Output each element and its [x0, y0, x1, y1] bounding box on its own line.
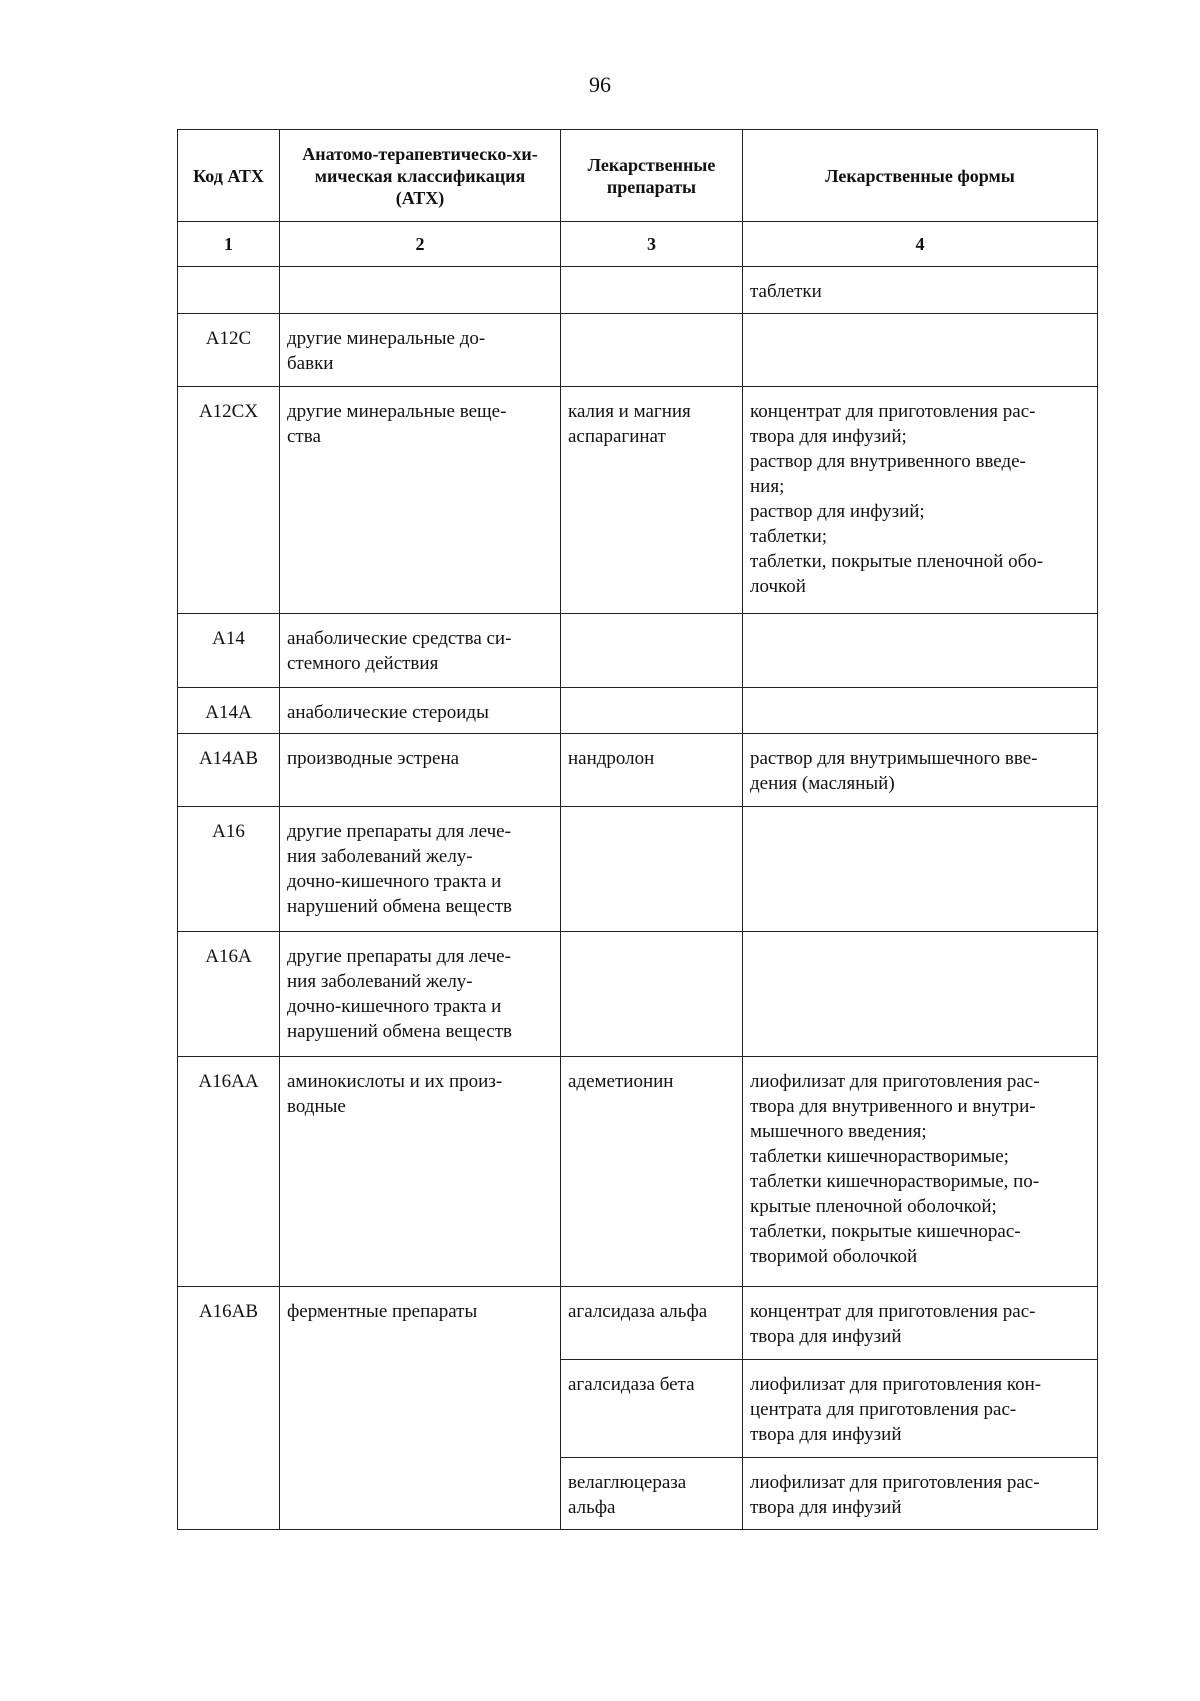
- atc-classification-cell: [280, 688, 561, 734]
- table-row: [178, 932, 1098, 1057]
- text-line: твора для инфузий: [750, 1326, 902, 1347]
- atc-code-cell: A16AB: [178, 1287, 280, 1530]
- page-number: 96: [589, 72, 611, 97]
- text-line: дочно-кишечного тракта и: [287, 871, 502, 892]
- table-row: [178, 314, 1098, 387]
- table-row: [178, 267, 1098, 314]
- text-line: центрата для приготовления рас-: [750, 1399, 1017, 1420]
- header-atc-code: [178, 130, 280, 222]
- text-line: ния заболеваний желу-: [287, 846, 473, 867]
- text-line: другие минеральные веще-: [287, 401, 507, 422]
- atc-code-cell: A16AA: [178, 1057, 280, 1287]
- column-number: 3: [561, 222, 743, 267]
- text-line: крытые пленочной оболочкой;: [750, 1196, 997, 1217]
- text-line: твора для внутривенного и внутри-: [750, 1096, 1036, 1117]
- atc-classification-cell: [280, 1057, 561, 1287]
- text-line: другие препараты для лече-: [287, 821, 511, 842]
- text-line: концентрат для приготовления рас-: [750, 1301, 1036, 1322]
- text-line: альфа: [568, 1497, 616, 1518]
- atc-classification-cell: [280, 387, 561, 614]
- text-line: другие минеральные до-: [287, 328, 486, 349]
- text-line: твора для инфузий: [750, 1424, 902, 1445]
- drug-name-cell: [561, 1360, 743, 1458]
- header-row: [178, 130, 1098, 222]
- atc-classification-cell: [280, 267, 561, 314]
- table-body: [178, 267, 1098, 1530]
- text-line: другие препараты для лече-: [287, 946, 511, 967]
- text-line: твора для инфузий;: [750, 426, 907, 447]
- text-line: (АТХ): [395, 187, 445, 208]
- column-number-row: [178, 222, 1098, 267]
- text-line: нандролон: [568, 748, 655, 769]
- column-number: 4: [743, 222, 1098, 267]
- text-line: анаболические стероиды: [287, 702, 489, 723]
- dosage-forms-cell: [743, 807, 1098, 932]
- header-drugs: [561, 130, 743, 222]
- text-line: ния заболеваний желу-: [287, 971, 473, 992]
- text-line: лиофилизат для приготовления рас-: [750, 1472, 1040, 1493]
- atc-classification-cell: [280, 807, 561, 932]
- atc-classification-cell: [280, 932, 561, 1057]
- text-line: агалсидаза бета: [568, 1374, 695, 1395]
- table-row: [178, 734, 1098, 807]
- text-line: лиофилизат для приготовления рас-: [750, 1071, 1040, 1092]
- text-line: Анатомо-терапевтическо-хи-: [302, 143, 538, 164]
- drug-name-cell: [561, 932, 743, 1057]
- text-line: препараты: [606, 176, 697, 197]
- text-line: таблетки;: [750, 526, 828, 547]
- table-row: [178, 1287, 1098, 1360]
- dosage-forms-cell: [743, 1287, 1098, 1360]
- drug-name-cell: [561, 387, 743, 614]
- text-line: раствор для инфузий;: [750, 501, 925, 522]
- text-line: концентрат для приготовления рас-: [750, 401, 1036, 422]
- dosage-forms-cell: [743, 1458, 1098, 1530]
- dosage-forms-cell: [743, 1360, 1098, 1458]
- column-number: 1: [178, 222, 280, 267]
- text-line: Код АТХ: [193, 165, 264, 186]
- text-line: аспарагинат: [568, 426, 666, 447]
- text-line: дения (масляный): [750, 773, 895, 794]
- text-line: лочкой: [750, 576, 806, 597]
- atc-drug-table: [177, 129, 1098, 1530]
- text-line: калия и магния: [568, 401, 691, 422]
- atc-code-cell: A16A: [178, 932, 280, 1057]
- table-row: [178, 1057, 1098, 1287]
- text-line: раствор для внутримышечного вве-: [750, 748, 1038, 769]
- header-atc-classification: [280, 130, 561, 222]
- atc-code-cell: A16: [178, 807, 280, 932]
- text-line: адеметионин: [568, 1071, 674, 1092]
- text-line: таблетки: [750, 281, 822, 302]
- text-line: ферментные препараты: [287, 1301, 478, 1322]
- atc-code-cell: A12CX: [178, 387, 280, 614]
- text-line: анаболические средства си-: [287, 628, 512, 649]
- atc-code-cell: [178, 267, 280, 314]
- atc-code-cell: A14: [178, 614, 280, 688]
- text-line: нарушений обмена веществ: [287, 896, 512, 917]
- header-dosage-forms: [743, 130, 1098, 222]
- text-line: ния;: [750, 476, 785, 497]
- atc-classification-cell: [280, 614, 561, 688]
- dosage-forms-cell: [743, 387, 1098, 614]
- dosage-forms-cell: [743, 314, 1098, 387]
- text-line: таблетки, покрытые пленочной обо-: [750, 551, 1044, 572]
- text-line: мическая классификация: [314, 165, 526, 186]
- text-line: ства: [287, 426, 321, 447]
- text-line: нарушений обмена веществ: [287, 1021, 512, 1042]
- text-line: Лекарственные формы: [825, 165, 1015, 186]
- atc-classification-cell: [280, 1287, 561, 1530]
- text-line: мышечного введения;: [750, 1121, 927, 1142]
- drug-name-cell: [561, 688, 743, 734]
- text-line: Лекарственные: [587, 154, 716, 175]
- dosage-forms-cell: [743, 267, 1098, 314]
- text-line: водные: [287, 1096, 346, 1117]
- drug-name-cell: [561, 1287, 743, 1360]
- dosage-forms-cell: [743, 614, 1098, 688]
- text-line: агалсидаза альфа: [568, 1301, 708, 1322]
- dosage-forms-cell: [743, 734, 1098, 807]
- table-row: [178, 807, 1098, 932]
- text-line: лиофилизат для приготовления кон-: [750, 1374, 1042, 1395]
- drug-name-cell: [561, 1057, 743, 1287]
- text-line: таблетки, покрытые кишечнорас-: [750, 1221, 1021, 1242]
- text-line: таблетки кишечнорастворимые, по-: [750, 1171, 1040, 1192]
- atc-classification-cell: [280, 734, 561, 807]
- text-line: велаглюцераза: [568, 1472, 687, 1493]
- atc-code-cell: A14AB: [178, 734, 280, 807]
- text-line: бавки: [287, 353, 334, 374]
- dosage-forms-cell: [743, 1057, 1098, 1287]
- atc-classification-cell: [280, 314, 561, 387]
- text-line: производные эстрена: [287, 748, 460, 769]
- text-line: таблетки кишечнорастворимые;: [750, 1146, 1009, 1167]
- text-line: стемного действия: [287, 653, 439, 674]
- drug-name-cell: [561, 734, 743, 807]
- drug-name-cell: [561, 314, 743, 387]
- table-row: [178, 688, 1098, 734]
- column-number: 2: [280, 222, 561, 267]
- drug-name-cell: [561, 267, 743, 314]
- text-line: дочно-кишечного тракта и: [287, 996, 502, 1017]
- atc-code-cell: A14A: [178, 688, 280, 734]
- text-line: творимой оболочкой: [750, 1246, 918, 1267]
- dosage-forms-cell: [743, 932, 1098, 1057]
- text-line: твора для инфузий: [750, 1497, 902, 1518]
- dosage-forms-cell: [743, 688, 1098, 734]
- drug-name-cell: [561, 807, 743, 932]
- atc-code-cell: A12C: [178, 314, 280, 387]
- table-row: [178, 387, 1098, 614]
- drug-name-cell: [561, 614, 743, 688]
- text-line: аминокислоты и их произ-: [287, 1071, 503, 1092]
- text-line: раствор для внутривенного введе-: [750, 451, 1026, 472]
- table-row: [178, 614, 1098, 688]
- drug-name-cell: [561, 1458, 743, 1530]
